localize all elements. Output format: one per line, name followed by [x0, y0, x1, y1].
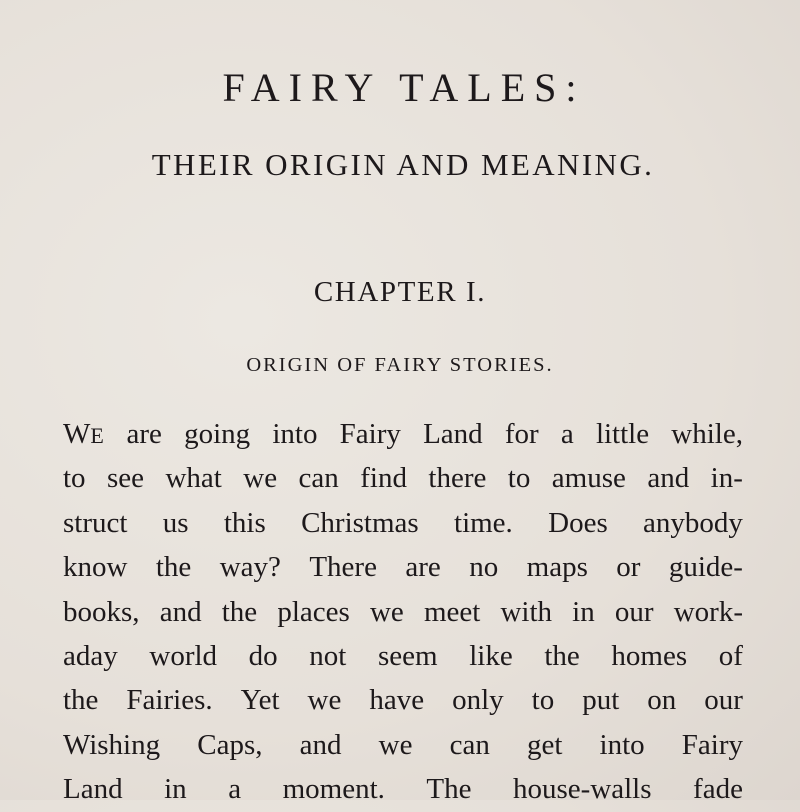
word: struct	[63, 506, 128, 539]
word: to	[531, 684, 555, 717]
word: Does	[548, 506, 608, 539]
word: seem	[377, 639, 438, 672]
book-subtitle: THEIR ORIGIN AND MEANING.	[151, 147, 655, 182]
word: going	[184, 418, 251, 450]
word: into	[272, 418, 318, 450]
word: Wishing	[63, 728, 161, 761]
word: are	[126, 418, 162, 450]
word: the	[155, 551, 192, 584]
word: we	[369, 595, 404, 628]
word: have	[369, 684, 425, 717]
word: into	[599, 728, 645, 761]
word: and	[647, 462, 690, 495]
word: a	[228, 773, 242, 806]
word: in	[164, 773, 187, 806]
word: this	[223, 506, 266, 539]
body-line	[63, 412, 743, 456]
body-line	[63, 634, 743, 678]
word: Christmas	[301, 506, 419, 539]
word: of	[718, 639, 743, 672]
word: on	[647, 684, 677, 717]
line-words	[63, 456, 743, 500]
word: with	[500, 595, 553, 628]
word: only	[452, 684, 504, 717]
book-title: FAIRY TALES:	[222, 65, 586, 110]
word: Fairies.	[126, 684, 213, 717]
word: Fairy	[681, 728, 743, 761]
body-line	[63, 590, 743, 634]
word: homes	[611, 639, 688, 672]
word: do	[248, 639, 278, 672]
line-words	[63, 412, 743, 458]
word: fade	[693, 773, 743, 806]
body-line	[63, 723, 743, 767]
word: The	[426, 773, 472, 806]
first-word: WE	[63, 418, 105, 450]
word: aday	[63, 639, 118, 672]
word: we	[378, 728, 413, 761]
word: find	[360, 462, 407, 495]
word: or	[616, 551, 641, 584]
word: anybody	[643, 506, 743, 539]
word: can	[298, 462, 339, 495]
body-line	[63, 678, 743, 722]
word: while,	[671, 418, 743, 450]
word: our	[614, 595, 654, 628]
word: us	[162, 506, 189, 539]
word: maps	[526, 551, 588, 584]
word: world	[149, 639, 218, 672]
word: see	[107, 462, 145, 495]
word: can	[449, 728, 490, 761]
word: to	[507, 462, 531, 495]
word: get	[526, 728, 563, 761]
word: and	[159, 595, 202, 628]
body-line	[63, 545, 743, 589]
word: amuse	[551, 462, 626, 495]
line-words	[63, 501, 743, 545]
word: like	[469, 639, 513, 672]
word: there	[428, 462, 487, 495]
word: put	[582, 684, 620, 717]
word: house-walls	[513, 773, 652, 806]
word: moment.	[282, 773, 385, 806]
word: are	[405, 551, 441, 584]
line-words	[63, 723, 743, 767]
word: no	[469, 551, 499, 584]
word: know	[63, 551, 128, 584]
word: and	[299, 728, 342, 761]
line-words	[63, 545, 743, 589]
line-words	[63, 590, 743, 634]
body-line	[63, 767, 743, 811]
word: little	[595, 418, 650, 450]
body-paragraph	[63, 412, 743, 812]
line-words	[63, 767, 743, 811]
word: books,	[63, 595, 140, 628]
word: the	[544, 639, 580, 672]
word: Caps,	[197, 728, 263, 761]
word: Land	[63, 773, 123, 806]
word: in	[572, 595, 595, 628]
word: not	[309, 639, 347, 672]
line-words	[63, 678, 743, 722]
word: time.	[454, 506, 513, 539]
word: we	[243, 462, 278, 495]
word: way?	[219, 551, 281, 584]
word: guide-	[668, 551, 743, 584]
word: the	[63, 684, 99, 717]
word: meet	[423, 595, 481, 628]
word: we	[307, 684, 342, 717]
word: our	[704, 684, 743, 717]
word: Yet	[240, 684, 280, 717]
word: to	[63, 462, 86, 495]
word: Land	[423, 418, 483, 450]
word: for	[504, 418, 539, 450]
line-words	[63, 634, 743, 678]
word: what	[165, 462, 222, 495]
word: There	[309, 551, 377, 584]
word: work-	[673, 595, 743, 628]
word: places	[277, 595, 350, 628]
chapter-heading: CHAPTER I.	[313, 276, 487, 308]
word: the	[221, 595, 258, 628]
word: Fairy	[339, 418, 401, 450]
body-line	[63, 501, 743, 545]
body-line	[63, 456, 743, 500]
section-heading: ORIGIN OF FAIRY STORIES.	[246, 354, 554, 376]
word: in-	[710, 462, 743, 495]
word: a	[560, 418, 574, 450]
